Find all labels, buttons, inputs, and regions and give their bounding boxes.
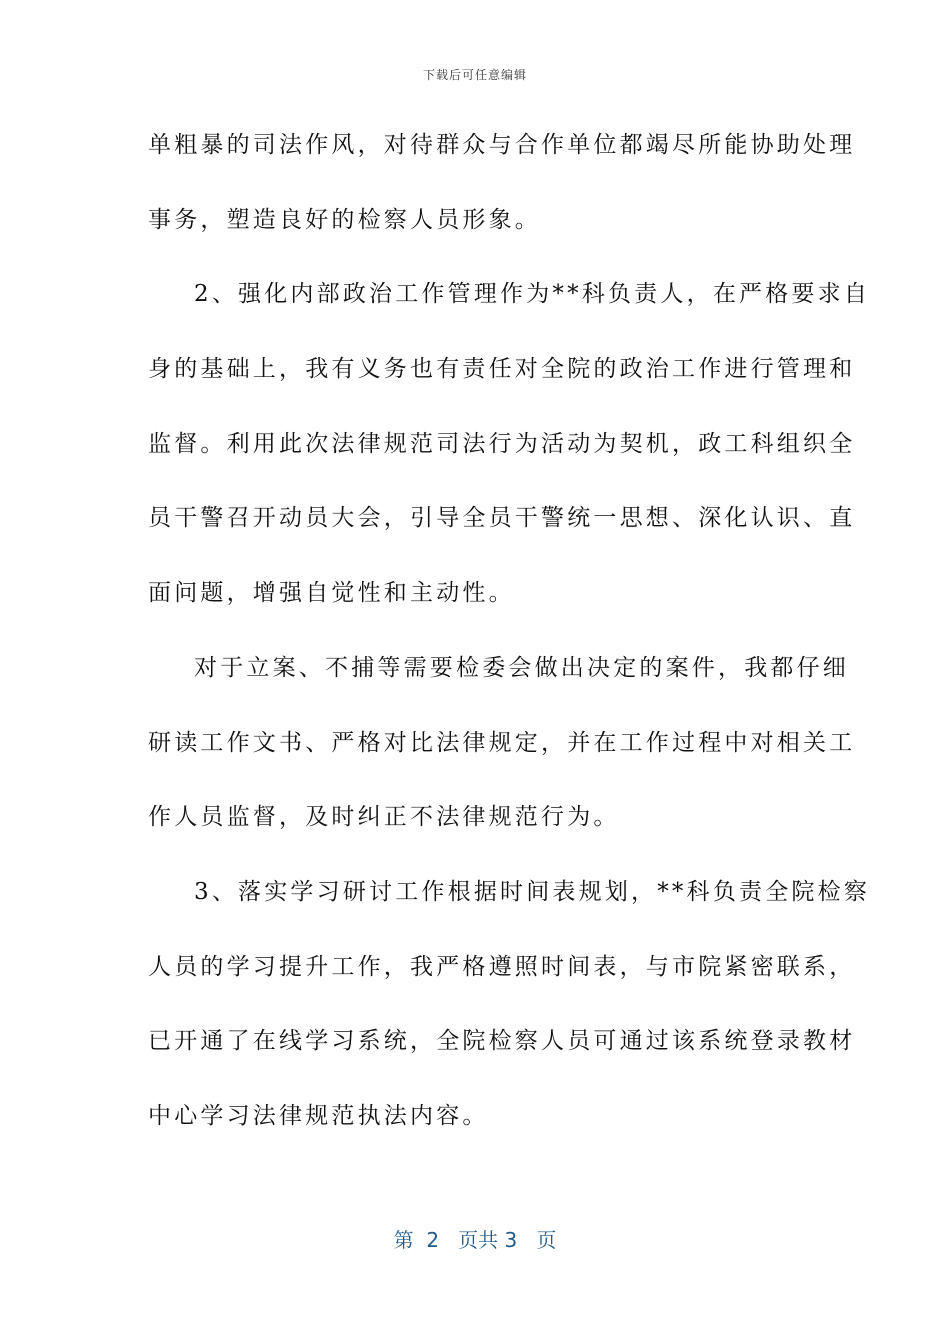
text-line: 员干警召开动员大会，引导全员干警统一思想、深化认识、直 [148,505,856,532]
text-line: 身的基础上，我有义务也有责任对全院的政治工作进行管理和 [148,356,856,383]
document-body [148,120,871,1166]
paragraph-start-line: 2、强化内部政治工作管理作为**科负责人，在严格要求自 [194,281,871,308]
page-footer [0,1224,950,1253]
paragraph-start-line: 3、落实学习研讨工作根据时间表规划，**科负责全院检察 [194,878,871,905]
text-line: 单粗暴的司法作风，对待群众与合作单位都竭尽所能协助处理 [148,132,856,158]
header-note: 下载后可任意编辑 [422,68,527,82]
footer-label-middle: 页共 [458,1228,499,1252]
text-line: 面问题，增强自觉性和主动性。 [148,580,515,607]
text-line: 作人员监督，及时纠正不法律规范行为。 [148,804,620,831]
current-page-number: 2 [426,1228,440,1252]
paragraph-start-line: 对于立案、不捕等需要检委会做出决定的案件，我都仔细 [194,654,849,681]
text-line: 人员的学习提升工作，我严格遵照时间表，与市院紧密联系， [148,953,856,980]
text-line: 事务，塑造良好的检察人员形象。 [148,206,541,233]
footer-label-suffix: 页 [536,1228,557,1252]
text-line: 中心学习法律规范执法内容。 [148,1102,489,1129]
total-page-number: 3 [504,1228,518,1252]
text-line: 已开通了在线学习系统，全院检察人员可通过该系统登录教材 [148,1028,856,1055]
text-line: 研读工作文书、严格对比法律规定，并在工作过程中对相关工 [148,729,856,756]
text-line: 监督。利用此次法律规范司法行为活动为契机，政工科组织全 [148,430,856,457]
footer-label-prefix: 第 [393,1228,414,1252]
